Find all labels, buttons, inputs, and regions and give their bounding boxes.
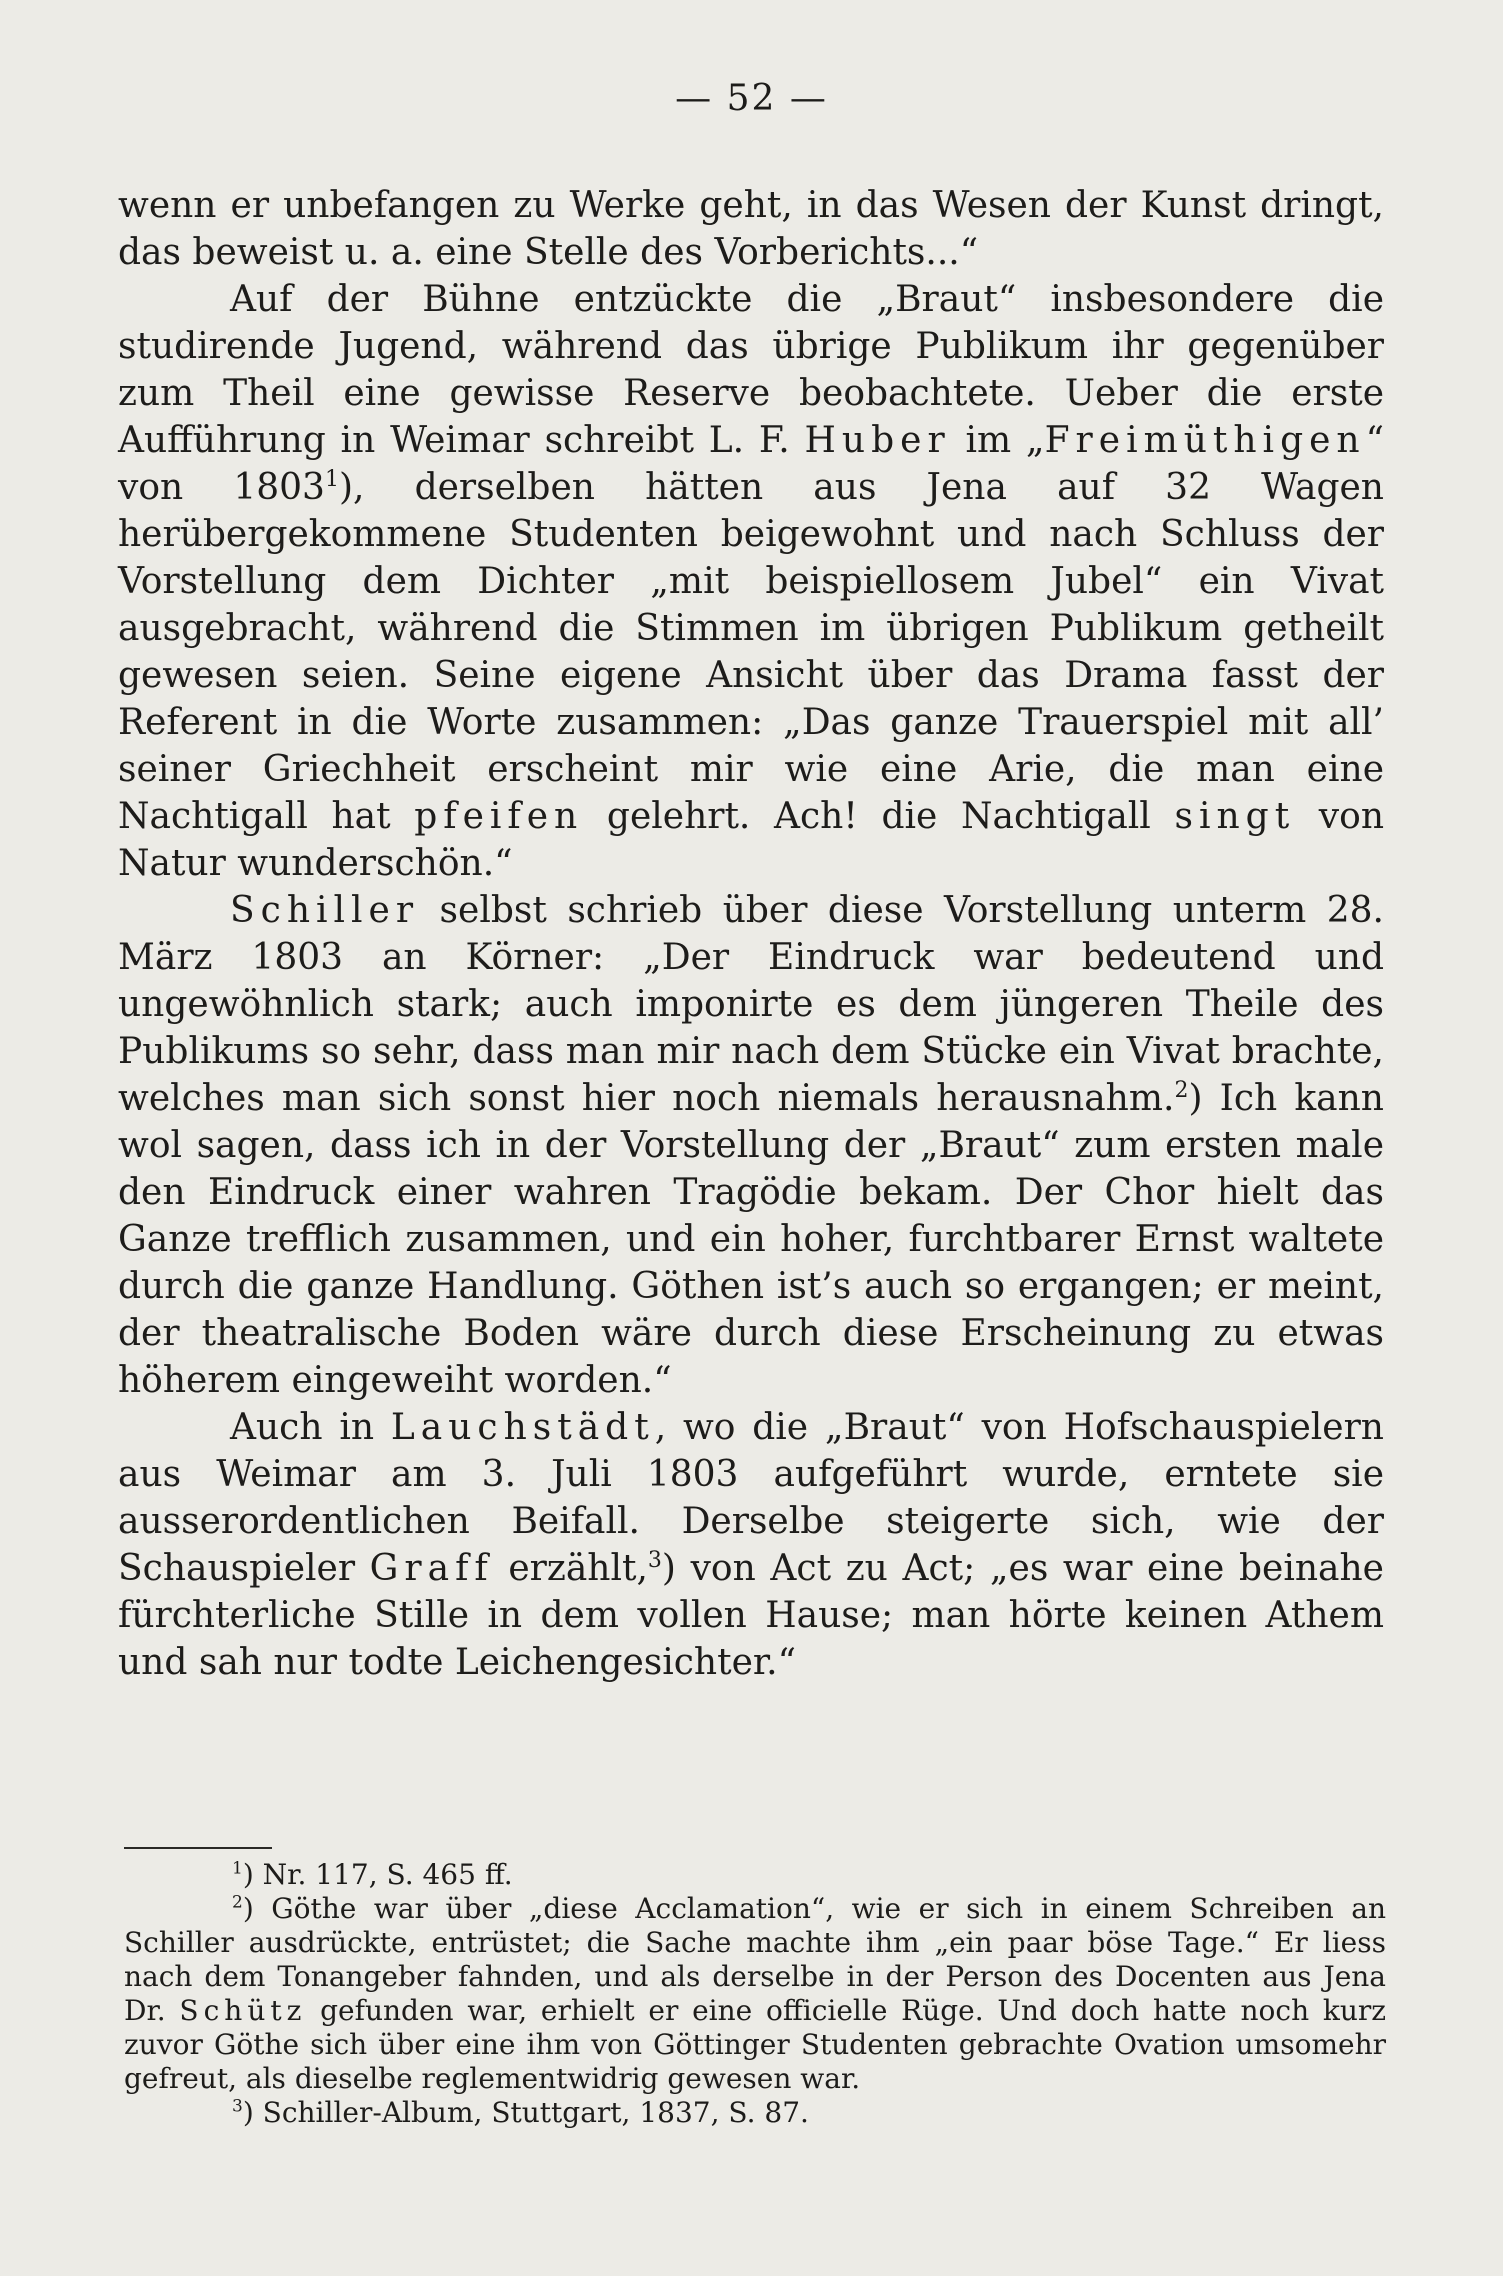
paragraph-4-text: , wo die „Braut“ von Hofschauspielern aus Weimar am 3. Juli 1803 aufgeführt wurde, erntete sie ausserordentlichen Beifall. Derselbe steigerte sich, wie der Schauspieler bbox=[118, 1407, 1384, 1589]
footnotes bbox=[124, 1858, 1386, 2130]
paragraph-1 bbox=[118, 182, 1384, 276]
paragraph-2-text: ), derselben hätten aus Jena auf 32 Wagen herübergekommene Studenten beigewohnt und nach Schluss der Vorstellung dem Dichter „mit beispiellosem Jubel“ ein Vivat ausgebracht, während die Stimmen im übrigen Publikum getheilt gewesen seien. Seine eigene Ansicht über das Drama fasst der Referent in die Worte zusammen: „Das ganze Trauerspiel mit all’ seiner Griechheit erscheint mir wie eine Arie, die man eine Nachtigall hat bbox=[118, 467, 1384, 837]
emphasis-singt: singt bbox=[1174, 796, 1296, 837]
paragraph-1-text: wenn er unbefangen zu Werke geht, in das Wesen der Kunst dringt, das beweist u. a. eine Stelle des Vorberichts...“ bbox=[118, 185, 1384, 273]
footnote-ref-3: 3 bbox=[647, 1548, 662, 1573]
title-freimuethige: Freimüthigen bbox=[1044, 420, 1366, 461]
footnote-mark: 1 bbox=[232, 1858, 243, 1879]
footnote-ref-2: 2 bbox=[1174, 1078, 1189, 1103]
paragraph-4-text: Auch in bbox=[230, 1407, 391, 1448]
footnote-text: gefunden war, erhielt er eine officielle Rüge. Und doch hatte noch kurz zuvor Göthe sich über eine ihm von Göttinger Studenten gebrachte Ovation umsomehr gefreut, als dieselbe reglementwidrig gewesen war. bbox=[124, 1994, 1386, 2095]
paragraph-2-text: von Natur wunderschön.“ bbox=[118, 796, 1384, 884]
footnote-1 bbox=[124, 1858, 1386, 1892]
name-schiller: Schiller bbox=[230, 890, 420, 931]
place-lauchstaedt: Lauchstädt bbox=[390, 1407, 655, 1448]
paragraph-4-text: erzählt, bbox=[493, 1548, 648, 1589]
paragraph-2-text: “ von 1803 bbox=[118, 420, 1385, 508]
paragraph-4 bbox=[118, 1404, 1384, 1686]
paragraph-2-text: Auf der Bühne entzückte die „Braut“ insbesondere die studirende Jugend, während das übrige Publikum ihr gegenüber zum Theil eine gewisse Reserve beobachtete. Ueber die erste Aufführung in Weimar schreibt L. F. bbox=[118, 279, 1384, 461]
paragraph-3 bbox=[118, 887, 1384, 1404]
footnote-3 bbox=[124, 2096, 1386, 2130]
paragraph-3-text: ) Ich kann wol sagen, dass ich in der Vorstellung der „Braut“ zum ersten male den Eindruck einer wahren Tragödie bekam. Der Chor hielt das Ganze trefflich zusammen, und ein hoher, furchtbarer Ernst waltete durch die ganze Handlung. Göthen ist’s auch so ergangen; er meint, der theatralische Boden wäre durch diese Erscheinung zu etwas höherem eingeweiht worden.“ bbox=[118, 1078, 1384, 1401]
footnote-text: ) Schiller-Album, Stuttgart, 1837, S. 87. bbox=[242, 2096, 809, 2129]
name-huber: Huber bbox=[804, 420, 951, 461]
emphasis-pfeifen: pfeifen bbox=[414, 796, 584, 837]
paragraph-2-text: gelehrt. Ach! die Nachtigall bbox=[583, 796, 1175, 837]
page-number: — 52 — bbox=[675, 78, 828, 119]
footnote-divider bbox=[124, 1847, 272, 1849]
footnote-mark: 3 bbox=[232, 2096, 243, 2117]
paragraph-4-text: ) von Act zu Act; „es war eine beinahe fürchterliche Stille in dem vollen Hause; man hörte keinen Athem und sah nur todte Leichengesichter.“ bbox=[118, 1548, 1384, 1683]
footnote-2 bbox=[124, 1892, 1386, 2096]
footnote-mark: 2 bbox=[232, 1892, 243, 1913]
footnote-ref-1: 1 bbox=[324, 467, 339, 492]
paragraph-2 bbox=[118, 276, 1384, 887]
main-text bbox=[118, 182, 1384, 1686]
name-graff: Graff bbox=[369, 1548, 494, 1589]
name-schuetz: Schütz bbox=[179, 1994, 307, 2027]
footnote-text: ) Göthe war über „diese Acclamation“, wie er sich in einem Schreiben an Schiller ausdrückte, entrüstet; die Sache machte ihm „ein paar böse Tage.“ Er liess nach dem Tonangeber fahnden, und als derselbe in der Person des Docenten aus Jena Dr. bbox=[124, 1892, 1386, 2027]
paragraph-3-text: selbst schrieb über diese Vorstellung unterm 28. März 1803 an Körner: „Der Eindruck war bedeutend und ungewöhnlich stark; auch imponirte es dem jüngeren Theile des Publikums so sehr, dass man mir nach dem Stücke ein Vivat brachte, welches man sich sonst hier noch niemals herausnahm. bbox=[118, 890, 1384, 1119]
footnote-text: ) Nr. 117, S. 465 ff. bbox=[242, 1858, 513, 1891]
paragraph-2-text: im „ bbox=[950, 420, 1045, 461]
